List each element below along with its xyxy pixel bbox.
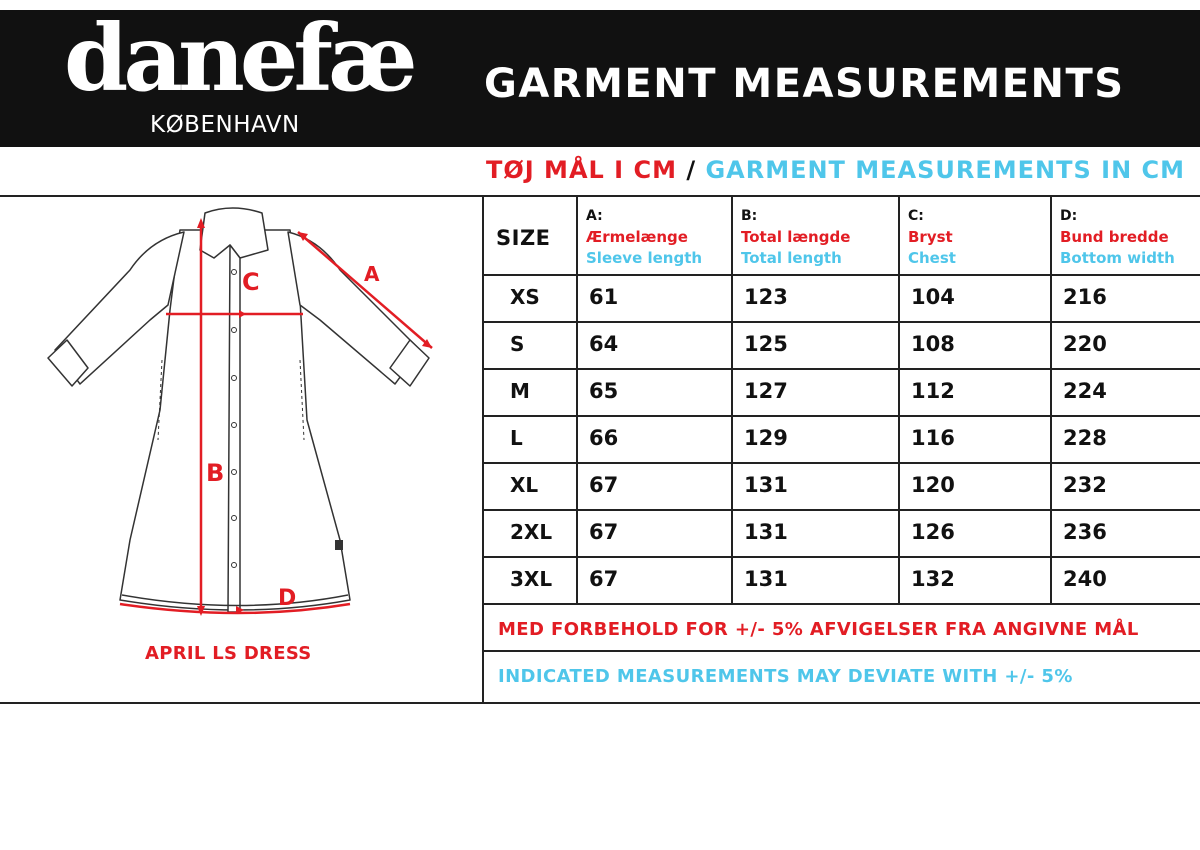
- column-header: [741, 206, 850, 269]
- measurement-value: 67: [589, 567, 619, 591]
- table-row-line: [484, 603, 1200, 605]
- column-label-english: Total length: [741, 249, 842, 267]
- measurement-value: 112: [911, 379, 955, 403]
- table-header-line: [484, 274, 1200, 276]
- measurement-value: 240: [1063, 567, 1107, 591]
- header-bar: [0, 10, 1200, 147]
- size-label: S: [510, 332, 525, 356]
- size-label: M: [510, 379, 530, 403]
- measurement-value: 120: [911, 473, 955, 497]
- table-row-line: [484, 415, 1200, 417]
- column-label-danish: Ærmelænge: [586, 228, 688, 246]
- size-label: 2XL: [510, 520, 553, 544]
- label-d: D: [278, 586, 297, 611]
- measurement-value: 129: [744, 426, 788, 450]
- size-label: 3XL: [510, 567, 553, 591]
- measurement-value: 220: [1063, 332, 1107, 356]
- table-row-line: [484, 509, 1200, 511]
- measurement-value: 67: [589, 520, 619, 544]
- frame-bottom-line: [0, 702, 1200, 704]
- measurement-value: 104: [911, 285, 955, 309]
- measurement-value: 67: [589, 473, 619, 497]
- dress-diagram: [0, 196, 482, 636]
- column-label-english: Bottom width: [1060, 249, 1175, 267]
- size-label: XS: [510, 285, 540, 309]
- column-letter: D:: [1060, 208, 1078, 224]
- dress-drawing: [0, 196, 482, 636]
- measurement-value: 108: [911, 332, 955, 356]
- measurement-value: 228: [1063, 426, 1107, 450]
- label-b: B: [206, 459, 225, 487]
- measurement-value: 66: [589, 426, 619, 450]
- measurement-value: 127: [744, 379, 788, 403]
- column-label-danish: Bund bredde: [1060, 228, 1169, 246]
- subtitle-danish: TØJ MÅL I CM: [486, 156, 677, 184]
- table-row-line: [484, 462, 1200, 464]
- measurement-value: 131: [744, 520, 788, 544]
- table-column-line: [576, 196, 578, 604]
- table-column-line: [1050, 196, 1052, 604]
- measurement-value: 125: [744, 332, 788, 356]
- subtitle-separator: /: [686, 156, 697, 184]
- measurement-value: 61: [589, 285, 619, 309]
- column-letter: C:: [908, 208, 924, 224]
- brand-logo: danefæ: [64, 10, 413, 112]
- label-c: C: [242, 268, 260, 296]
- column-label-english: Sleeve length: [586, 249, 703, 267]
- column-label-english: Chest: [908, 249, 956, 267]
- placket: [228, 245, 240, 612]
- column-letter: A:: [586, 208, 603, 224]
- measurement-value: 132: [911, 567, 955, 591]
- table-row-line: [484, 556, 1200, 558]
- table-row-line: [484, 368, 1200, 370]
- table-column-line: [898, 196, 900, 604]
- table-column-line: [731, 196, 733, 604]
- measurement-value: 123: [744, 285, 788, 309]
- measurement-value: 64: [589, 332, 619, 356]
- column-label-danish: Bryst: [908, 228, 953, 246]
- size-label: XL: [510, 473, 539, 497]
- size-label: L: [510, 426, 523, 450]
- column-letter: B:: [741, 208, 758, 224]
- product-name: APRIL LS DRESS: [145, 643, 312, 664]
- measurement-value: 131: [744, 473, 788, 497]
- measurement-value: 236: [1063, 520, 1107, 544]
- measurement-value: 116: [911, 426, 955, 450]
- note-divider-line: [484, 650, 1200, 652]
- subtitle-english: GARMENT MEASUREMENTS IN CM: [705, 156, 1186, 184]
- measurement-value: 126: [911, 520, 955, 544]
- size-column-header: SIZE: [496, 226, 551, 250]
- tolerance-note-english: INDICATED MEASUREMENTS MAY DEVIATE WITH +/- 5%: [498, 666, 1073, 687]
- column-header: [908, 206, 956, 269]
- measurement-value: 232: [1063, 473, 1107, 497]
- measurement-value: 131: [744, 567, 788, 591]
- column-label-danish: Total længde: [741, 228, 851, 246]
- column-header: [1060, 206, 1175, 269]
- table-row-line: [484, 321, 1200, 323]
- measurement-value: 65: [589, 379, 619, 403]
- measurement-value: 216: [1063, 285, 1107, 309]
- column-header: [586, 206, 702, 269]
- subtitle: [486, 158, 1185, 182]
- page-title: GARMENT MEASUREMENTS: [484, 61, 1125, 107]
- label-a: A: [364, 262, 380, 286]
- frame-divider: [482, 195, 484, 704]
- brand-location: KØBENHAVN: [150, 112, 300, 138]
- measurement-value: 224: [1063, 379, 1107, 403]
- tolerance-note-danish: MED FORBEHOLD FOR +/- 5% AFVIGELSER FRA ANGIVNE MÅL: [498, 619, 1139, 640]
